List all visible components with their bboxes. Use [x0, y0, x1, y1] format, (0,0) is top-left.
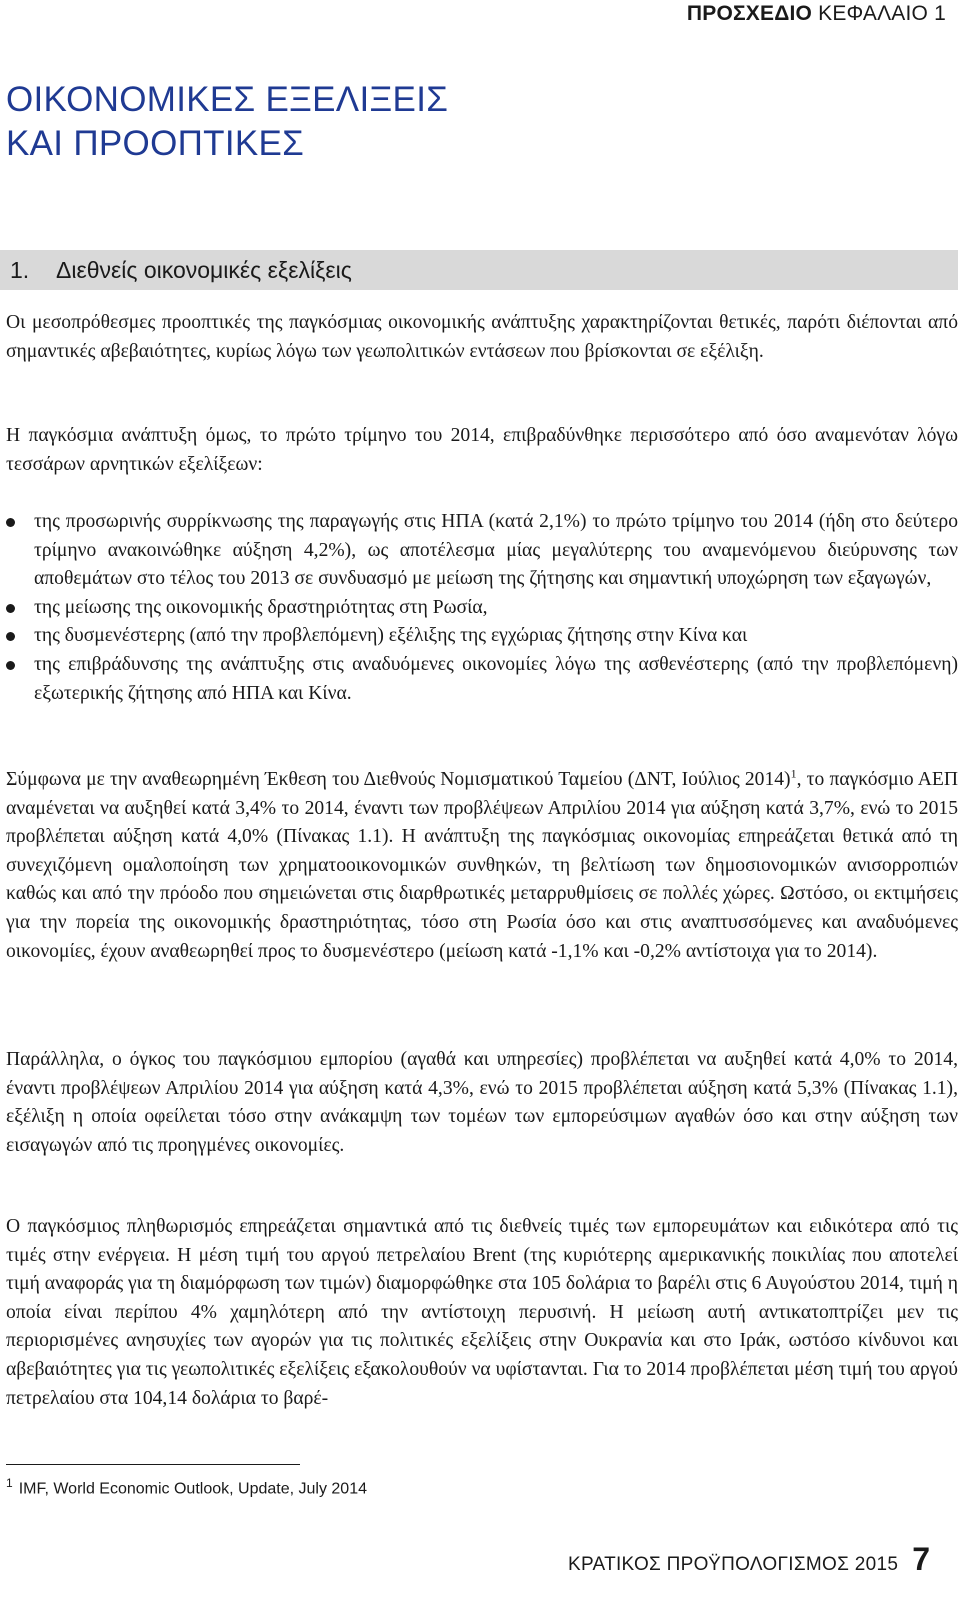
footnote-mark: 1: [6, 1476, 13, 1490]
chapter-title: [6, 78, 448, 166]
section-title: Διεθνείς οικονομικές εξελίξεις: [56, 257, 352, 283]
footnote-reference: 1: [790, 766, 797, 781]
list-item-text: της δυσμενέστερης (από την προβλεπόμενη) εξέλιξης της εγχώριας ζήτησης στην Κίνα και: [34, 625, 748, 647]
footer-budget-label: ΚΡΑΤΙΚΟΣ ΠΡΟΫΠΟΛΟΓΙΣΜΟΣ 2015: [567, 1554, 899, 1575]
paragraph-1: Οι μεσοπρόθεσμες προοπτικές της παγκόσμιας οικονομικής ανάπτυξης χαρακτηρίζονται θετικές, παρότι διέπονται από σημαντικές αβεβαιότητες, κυρίως λόγω των γεωπολιτικών εντάσεων που βρίσκονται σε εξέλιξη.: [6, 312, 958, 362]
page-number: 7: [912, 1541, 930, 1577]
list-item: [6, 508, 958, 594]
paragraph-3-start: Σύμφωνα με την αναθεωρημένη Έκθεση του Διεθνούς Νομισματικού Ταμείου (ΔΝΤ, Ιούλιος 2014): [6, 769, 791, 790]
footnote-divider: [6, 1464, 300, 1465]
list-item-text: της προσωρινής συρρίκνωσης της παραγωγής στις ΗΠΑ (κατά 2,1%) το πρώτο τρίμηνο του 2014 (ήδη στο δεύτερο τρίμηνο ανακοινώθηκε αύξηση 4,2%), ως αποτέλεσμα μίας μεγαλύτερης του αναμενόμενου διεύρυνσης των αποθεμάτων στο τέλος του 2013 σε συνδυασμό με μείωση της ζήτησης και σημαντική υποχώρηση των εξαγωγών,: [34, 511, 958, 590]
bullet-icon: [6, 604, 15, 613]
bullet-icon: [6, 632, 15, 641]
paragraph-2: Η παγκόσμια ανάπτυξη όμως, το πρώτο τρίμηνο του 2014, επιβραδύνθηκε περισσότερο από όσο αναμενόταν λόγω τεσσάρων αρνητικών εξελίξεων:: [6, 425, 958, 475]
chapter-title-line-1: ΟΙΚΟΝΟΜΙΚΕΣ ΕΞΕΛΙΞΕΙΣ: [6, 80, 449, 119]
section-number: 1.: [10, 257, 30, 283]
paragraph-3: [6, 766, 958, 966]
section-heading: [10, 257, 352, 284]
bullet-list: [6, 508, 958, 708]
header-chapter-label: ΚΕΦΑΛΑΙΟ 1: [818, 2, 946, 25]
footnote-text: IMF, World Economic Outlook, Update, July 2014: [18, 1480, 367, 1498]
footnote: [6, 1476, 367, 1498]
list-item-text: της επιβράδυνσης της ανάπτυξης στις αναδυόμενες οικονομίες λόγω της ασθενέστερης (από την προβλεπόμενη) εξωτερικής ζήτησης από ΗΠΑ και Κίνα.: [34, 653, 958, 704]
chapter-title-line-2: ΚΑΙ ΠΡΟΟΠΤΙΚΕΣ: [6, 124, 305, 163]
list-item: [6, 651, 958, 708]
paragraph-5: Ο παγκόσμιος πληθωρισμός επηρεάζεται σημαντικά από τις διεθνείς τιμές των εμπορευμάτων και ειδικότερα από τις τιμές στην ενέργεια. Η μέση τιμή του αργού πετρελαίου Brent (της κυριότερης αμερικανικής ποικιλίας που αποτελεί τιμή αναφοράς για τη διαμόρφωση των τιμών) διαμορφώθηκε στα 105 δολάρια το βαρέλι στις 6 Αυγούστου 2014, τιμή η οποία είναι περίπου 4% χαμηλότερη από την αντίστοιχη περυσινή. Η μείωση αυτή αντικατοπτρίζει μεν τις περιορισμένες ανησυχίες των αγορών για τις πολιτικές εξελίξεις στην Ουκρανία και στο Ιράκ, ωστόσο κίνδυνοι και αβεβαιότητες για τις γεωπολιτικές εξελίξεις εξακολουθούν να υφίστανται. Για το 2014 προβλέπεται μέση τιμή του αργού πετρελαίου στα 104,14 δολάρια το βαρέ-: [6, 1216, 958, 1409]
bullet-icon: [6, 518, 15, 527]
paragraph-4: Παράλληλα, ο όγκος του παγκόσμιου εμπορίου (αγαθά και υπηρεσίες) προβλέπεται να αυξηθεί κατά 4,0% το 2014, έναντι προβλέψεων Απριλίου 2014 για αύξηση κατά 4,3%, ενώ το 2015 προβλέπεται αύξηση κατά 5,3% (Πίνακας 1.1), εξέλιξη η οποία οφείλεται τόσο στην ανάκαμψη των τομέων των εμπορεύσιμων αγαθών όσο και στην αύξηση των εισαγωγών από τις προηγμένες οικονομίες.: [6, 1049, 958, 1156]
paragraph-3-rest: , το παγκόσμιο ΑΕΠ αναμένεται να αυξηθεί κατά 3,4% το 2014, έναντι των προβλέψεων Απριλίου 2014 για αύξηση κατά 3,7%, ενώ το 2015 προβλέπεται αύξηση κατά 4,0% (Πίνακας 1.1). Η ανάπτυξη της παγκόσμιας οικονομίας επηρεάζεται θετικά από τη συνεχιζόμενη ομαλοποίηση των χρηματοοικονομικών συνθηκών, τη βελτίωση των δημοσιονομικών ανισορροπιών καθώς και από την πρόοδο που σημειώνεται στις διαρθρωτικές μεταρρυθμίσεις σε πολλές χώρες. Ωστόσο, οι εκτιμήσεις για την πορεία της οικονομικής δραστηριότητας, τόσο στη Ρωσία όσο και στις αναπτυσσόμενες και αναδυόμενες οικονομίες, έχουν αναθεωρηθεί προς το δυσμενέστερο (μείωση κατά -1,1% και -0,2% αντίστοιχα για το 2014).: [6, 769, 958, 962]
section-heading-bar: [0, 250, 958, 290]
bullet-icon: [6, 661, 15, 670]
running-header: [687, 2, 946, 26]
header-draft-label: ΠΡΟΣΧΕΔΙΟ: [686, 2, 813, 25]
list-item: [6, 594, 958, 623]
list-item: [6, 622, 958, 651]
list-item-text: της μείωσης της οικονομικής δραστηριότητας στη Ρωσία,: [34, 596, 488, 618]
running-footer: [568, 1541, 930, 1578]
